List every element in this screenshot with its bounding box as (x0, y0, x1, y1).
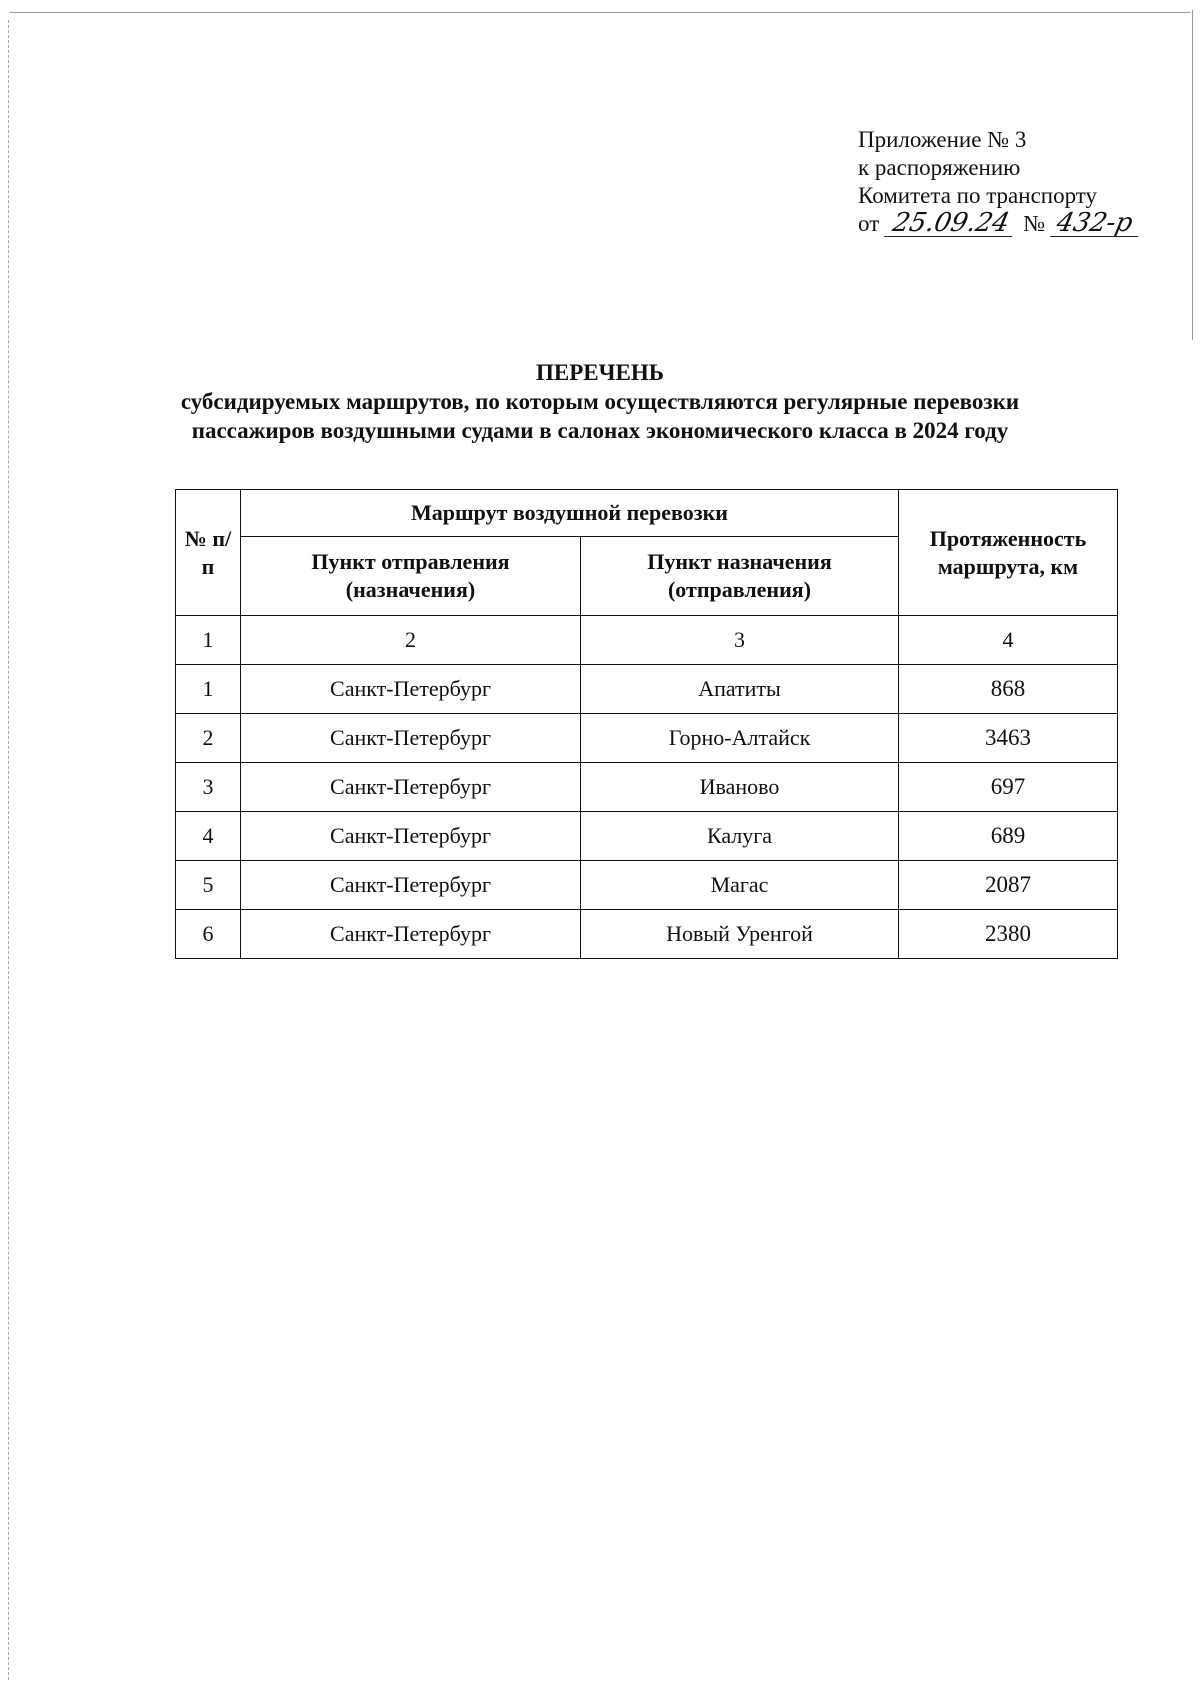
title-heading: ПЕРЕЧЕНЬ (536, 360, 664, 385)
table-row (176, 910, 1118, 959)
row-number: 6 (176, 910, 241, 959)
appendix-line-1: Приложение № 3 (858, 127, 1027, 152)
route-length: 3463 (899, 714, 1118, 763)
appendix-line-3: Комитета по транспорту (858, 183, 1098, 208)
header-destination: Пункт назначения (отправления) (581, 537, 899, 616)
departure-city: Санкт-Петербург (241, 714, 581, 763)
number-label: № (1023, 211, 1046, 236)
header-length: Протяженность маршрута, км (899, 490, 1118, 616)
route-length: 697 (899, 763, 1118, 812)
header-row (176, 490, 1118, 537)
departure-city: Санкт-Петербург (241, 910, 581, 959)
table-row (176, 861, 1118, 910)
destination-city: Магас (581, 861, 899, 910)
from-label: от (858, 211, 880, 236)
header-num: № п/п (176, 490, 241, 616)
appendix-block (858, 126, 1178, 238)
header-route: Маршрут воздушной перевозки (241, 490, 899, 537)
title-line-1: субсидируемых маршрутов, по которым осуществляются регулярные перевозки (180, 389, 1020, 414)
handwritten-date: 25.09.24 (884, 210, 1018, 237)
table-row (176, 714, 1118, 763)
route-length: 868 (899, 665, 1118, 714)
handwritten-number: 432-р (1050, 210, 1144, 237)
destination-city: Иваново (581, 763, 899, 812)
table-row (176, 812, 1118, 861)
route-length: 689 (899, 812, 1118, 861)
column-index-cell: 1 (176, 616, 241, 665)
table-row (176, 665, 1118, 714)
route-length: 2380 (899, 910, 1118, 959)
column-index-cell: 3 (581, 616, 899, 665)
row-number: 2 (176, 714, 241, 763)
row-number: 1 (176, 665, 241, 714)
scan-border-top (10, 12, 1190, 13)
destination-city: Калуга (581, 812, 899, 861)
destination-city: Новый Уренгой (581, 910, 899, 959)
appendix-line-2: к распоряжению (858, 155, 1021, 180)
departure-city: Санкт-Петербург (241, 861, 581, 910)
row-number: 5 (176, 861, 241, 910)
row-number: 3 (176, 763, 241, 812)
departure-city: Санкт-Петербург (241, 763, 581, 812)
document-title (0, 358, 1200, 445)
destination-city: Апатиты (581, 665, 899, 714)
table-row (176, 763, 1118, 812)
column-index-cell: 2 (241, 616, 581, 665)
routes-table (175, 489, 1118, 959)
column-index-cell: 4 (899, 616, 1118, 665)
title-line-2: пассажиров воздушными судами в салонах экономического класса в 2024 году (191, 418, 1009, 443)
route-length: 2087 (899, 861, 1118, 910)
destination-city: Горно-Алтайск (581, 714, 899, 763)
column-index-row (176, 616, 1118, 665)
departure-city: Санкт-Петербург (241, 812, 581, 861)
scan-border-right (1192, 10, 1193, 340)
appendix-date-line (858, 210, 1178, 238)
header-departure: Пункт отправления (назначения) (241, 537, 581, 616)
scan-border-left (8, 20, 9, 1680)
row-number: 4 (176, 812, 241, 861)
departure-city: Санкт-Петербург (241, 665, 581, 714)
